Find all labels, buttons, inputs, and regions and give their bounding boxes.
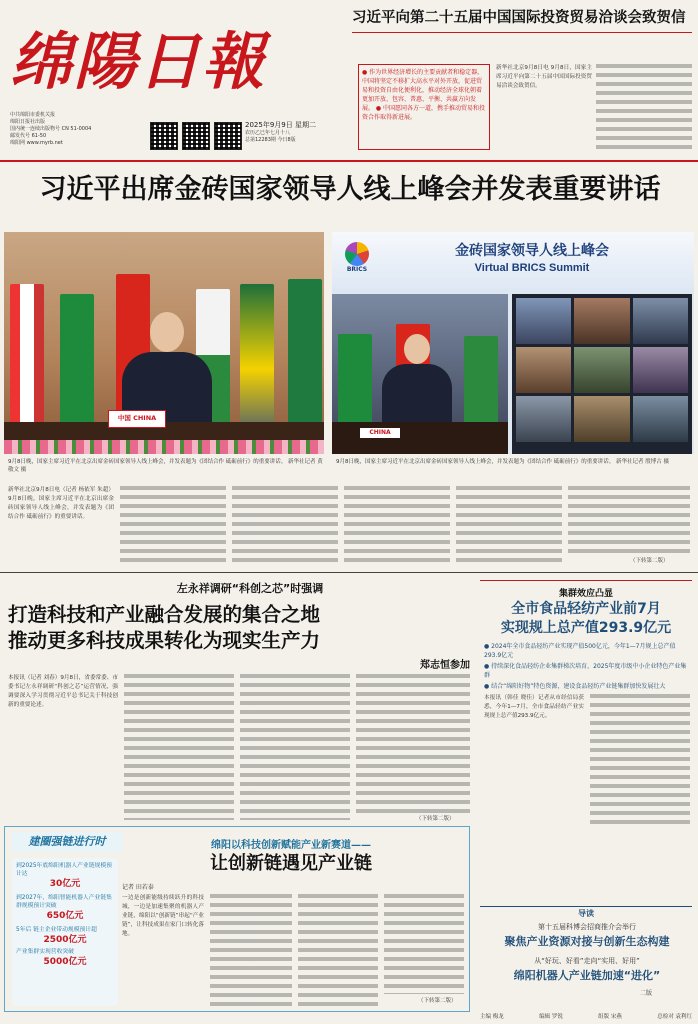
chain-banner: 建圈强链进行时 bbox=[12, 832, 122, 852]
science-body-col-2 bbox=[124, 674, 234, 820]
desk bbox=[332, 422, 508, 454]
leader-video-tile bbox=[633, 298, 688, 344]
guide-rule bbox=[480, 906, 692, 907]
masthead-info-line: 绵阳日报社出版 bbox=[10, 119, 46, 125]
footer-credit: 主编 梅龙 bbox=[480, 1014, 504, 1020]
masthead-info-line: 国内统一连续出版物号 CN 51-0004 bbox=[10, 126, 92, 132]
food-bullet: ● 结合“绵阳好物”特色资源，建设食品轻纺产业链集群加快发展壮大 bbox=[484, 683, 666, 690]
science-headline-2[interactable]: 推动更多科技成果转化为现实生产力 bbox=[8, 629, 321, 652]
food-bullet: ● 2024年全市食品轻纺产业实现产值500亿元，今年1—7月规上总产值293.9亿元 bbox=[484, 643, 676, 659]
science-headline-1[interactable]: 打造科技和产业融合发展的集合之地 bbox=[8, 603, 321, 626]
masthead-divider bbox=[0, 160, 698, 162]
chain-stat-value: 2500亿元 bbox=[43, 935, 87, 945]
chain-headline[interactable]: 让创新链遇见产业链 bbox=[210, 853, 372, 874]
summit-body-col-5 bbox=[456, 486, 562, 566]
top-story-highlight: ● 作为世界经济增长的主要贡献者和稳定器，中国将坚定不移扩大高水平对外开放，促进贸易和投资自由化便利化，推动经济全球化朝着更加开放、包容、普惠、平衡、共赢方向发展。 ● 中国愿同各方一道，携手推动贸易和投资合作取得新进展。 bbox=[362, 69, 486, 121]
speaker-figure-icon bbox=[382, 334, 452, 424]
summit-photo-right bbox=[332, 232, 694, 454]
leader-video-tile bbox=[633, 347, 688, 393]
science-body-col-1 bbox=[8, 674, 118, 820]
summit-continued[interactable]: （下转第二版） bbox=[630, 558, 669, 564]
science-lead: 本报讯（记者 刘春）9月8日，省委常委、市委书记左永祥调研“科创之芯”运营情况，强调要深入学习贯彻习近平总书记关于科技创新的重要论述。 bbox=[8, 675, 118, 708]
studio-feed bbox=[332, 294, 508, 454]
chain-byline: 记者 田若泰 bbox=[122, 884, 154, 891]
masthead-info-line: 邮发代号 61-50 bbox=[10, 133, 47, 139]
summit-title-en: Virtual BRICS Summit bbox=[474, 262, 590, 274]
leader-video-tile bbox=[516, 298, 571, 344]
guide-label: 导读 bbox=[578, 909, 594, 918]
footer-credit: 总检对 袁利红 bbox=[657, 1014, 692, 1020]
footer-credit: 编辑 罗锐 bbox=[539, 1014, 563, 1020]
leader-video-tile bbox=[574, 298, 629, 344]
chain-body-col-1 bbox=[122, 894, 204, 1006]
issue-lunar: 农历乙巳年七月十八 bbox=[245, 130, 291, 136]
guide-item-2-sub[interactable]: 从“好玩、好看”走向“实用、好用” bbox=[534, 957, 640, 965]
leader-video-tile bbox=[633, 396, 688, 442]
masthead-info-line: 中共绵阳市委机关报 bbox=[10, 112, 56, 118]
chain-stat-label: 到2025年底绵阳机器人产业链规模预计达 bbox=[16, 863, 112, 877]
food-headline-1[interactable]: 全市食品轻纺产业前7月 bbox=[511, 601, 661, 617]
guide-item-1-main[interactable]: 聚焦产业资源对接与创新生态构建 bbox=[504, 935, 670, 948]
chain-body-col-4 bbox=[384, 894, 464, 994]
summit-body-col-1 bbox=[8, 486, 114, 566]
summit-body-col-3 bbox=[232, 486, 338, 566]
guide-item-1-sub[interactable]: 第十五届科博会招商推介会举行 bbox=[538, 923, 636, 931]
video-wall bbox=[512, 294, 692, 454]
nameplate-china: CHINA bbox=[360, 428, 400, 438]
food-headline-2[interactable]: 实现规上总产值293.9亿元 bbox=[500, 620, 672, 636]
top-story-lead: 新华社北京9月8日电 9月8日，国家主席习近平向第二十五届中国国际投资贸易洽谈会致贺信。 bbox=[496, 65, 592, 89]
summit-title-cn: 金砖国家领导人线上峰会 bbox=[455, 243, 609, 259]
photo-caption-left: 9月8日晚，国家主席习近平在北京出席金砖国家领导人线上峰会，并发表题为《团结合作 砥砺前行》的重要讲话。 新华社记者 黄敬文 摄 bbox=[8, 459, 323, 473]
issue-info bbox=[245, 120, 345, 144]
qr-code-icon[interactable] bbox=[182, 122, 210, 150]
chain-stat-label: 到2027年，绵阳智能机器人产业链集群规模预计突破 bbox=[16, 895, 112, 909]
chain-stat-label: 5年后 链主企业带动规模预计超 bbox=[16, 927, 97, 933]
food-rule bbox=[480, 580, 692, 581]
photo-caption-right: 9月8日晚，国家主席习近平在北京出席金砖国家领导人线上峰会，并发表题为《团结合作 砥砺前行》的重要讲话。 新华社记者 殷博古 摄 bbox=[336, 459, 669, 465]
top-story-highlight-box bbox=[358, 64, 490, 150]
science-continued[interactable]: （下转第二版） bbox=[416, 816, 455, 822]
leader-video-tile bbox=[516, 396, 571, 442]
masthead-title: 绵陽日報 bbox=[10, 25, 267, 98]
chain-stat-value: 30亿元 bbox=[49, 879, 81, 889]
summit-body-col-2 bbox=[120, 486, 226, 566]
top-story-column-2 bbox=[596, 64, 692, 150]
footer-credits bbox=[480, 1012, 692, 1020]
science-body-col-3 bbox=[240, 674, 350, 820]
section-divider bbox=[0, 572, 698, 573]
nameplate-china: 中国 CHINA bbox=[108, 410, 166, 428]
summit-body-col-4 bbox=[344, 486, 450, 566]
chain-body-col-2 bbox=[210, 894, 292, 1006]
chain-stat-label: 产业集群实现营收突破 bbox=[16, 949, 74, 955]
guide-item-2-main[interactable]: 绵阳机器人产业链加速“进化” bbox=[513, 969, 661, 982]
masthead-info-line: 绵阳网 www.myrb.net bbox=[10, 140, 63, 146]
chain-stat-value: 650亿元 bbox=[46, 911, 84, 921]
leader-video-tile bbox=[574, 347, 629, 393]
science-byline: 郑志恒参加 bbox=[420, 660, 470, 671]
issue-date: 2025年9月9日 星期二 bbox=[245, 121, 316, 129]
issue-number: 总第12283期 今日8版 bbox=[245, 137, 296, 143]
leader-video-tile bbox=[574, 396, 629, 442]
masthead-info bbox=[10, 112, 98, 147]
leader-video-tile bbox=[516, 347, 571, 393]
top-story-headline[interactable]: 习近平向第二十五届中国国际投资贸易洽谈会致贺信 bbox=[352, 10, 686, 26]
footer-credit: 组版 宋燕 bbox=[598, 1014, 622, 1020]
chain-stats-panel bbox=[12, 858, 118, 1006]
speaker-figure-icon bbox=[122, 312, 212, 422]
brics-logo-icon bbox=[340, 242, 374, 282]
food-body-col-2 bbox=[590, 694, 690, 824]
science-kicker: 左永祥调研“科创之芯”时强调 bbox=[176, 582, 324, 595]
food-body-col-1 bbox=[484, 694, 584, 824]
food-bullets bbox=[484, 642, 690, 691]
summit-photo-left bbox=[4, 232, 324, 454]
chain-continued[interactable]: （下转第二版） bbox=[418, 998, 457, 1004]
brics-logo-text: BRICS bbox=[346, 266, 368, 273]
food-kicker: 集群效应凸显 bbox=[558, 589, 613, 599]
food-lead: 本报讯（韩佳 晓佳）记者从市经信局获悉，今年1—7月，全市食品轻纺产业实现规上总产值293.9亿元。 bbox=[484, 695, 584, 719]
chain-kicker: 绵阳以科技创新赋能产业新赛道—— bbox=[211, 840, 371, 851]
chain-body: 一边是创新能级持续跃升的科技城，一边是加速集聚的机器人产业链，绵阳以“创新链”串起“产业链”，让科技成果在家门口转化落地。 bbox=[122, 895, 204, 937]
summit-body-col-6 bbox=[568, 486, 690, 556]
flower-row bbox=[4, 440, 324, 454]
chain-stat-value: 5000亿元 bbox=[43, 957, 87, 967]
chain-body-col-3 bbox=[298, 894, 378, 1006]
top-story-rule bbox=[352, 32, 692, 33]
top-story-column-1 bbox=[496, 64, 592, 150]
main-headline[interactable]: 习近平出席金砖国家领导人线上峰会并发表重要讲话 bbox=[39, 174, 661, 205]
qr-code-icon[interactable] bbox=[150, 122, 178, 150]
qr-code-icon[interactable] bbox=[214, 122, 242, 150]
food-bullet: ● 持续深化食品轻纺企业集群梯次培育，2025年度市级中小企业特色产业集群 bbox=[484, 663, 687, 679]
guide-item-2-page[interactable]: 二版 bbox=[640, 990, 653, 997]
summit-body-lead: 新华社北京9月8日电（记者 杨依军 朱超）9月8日晚，国家主席习近平在北京出席金砖国家领导人线上峰会，并发表题为《团结合作 砥砺前行》的重要讲话。 bbox=[8, 487, 114, 520]
science-body-col-4 bbox=[356, 674, 470, 814]
